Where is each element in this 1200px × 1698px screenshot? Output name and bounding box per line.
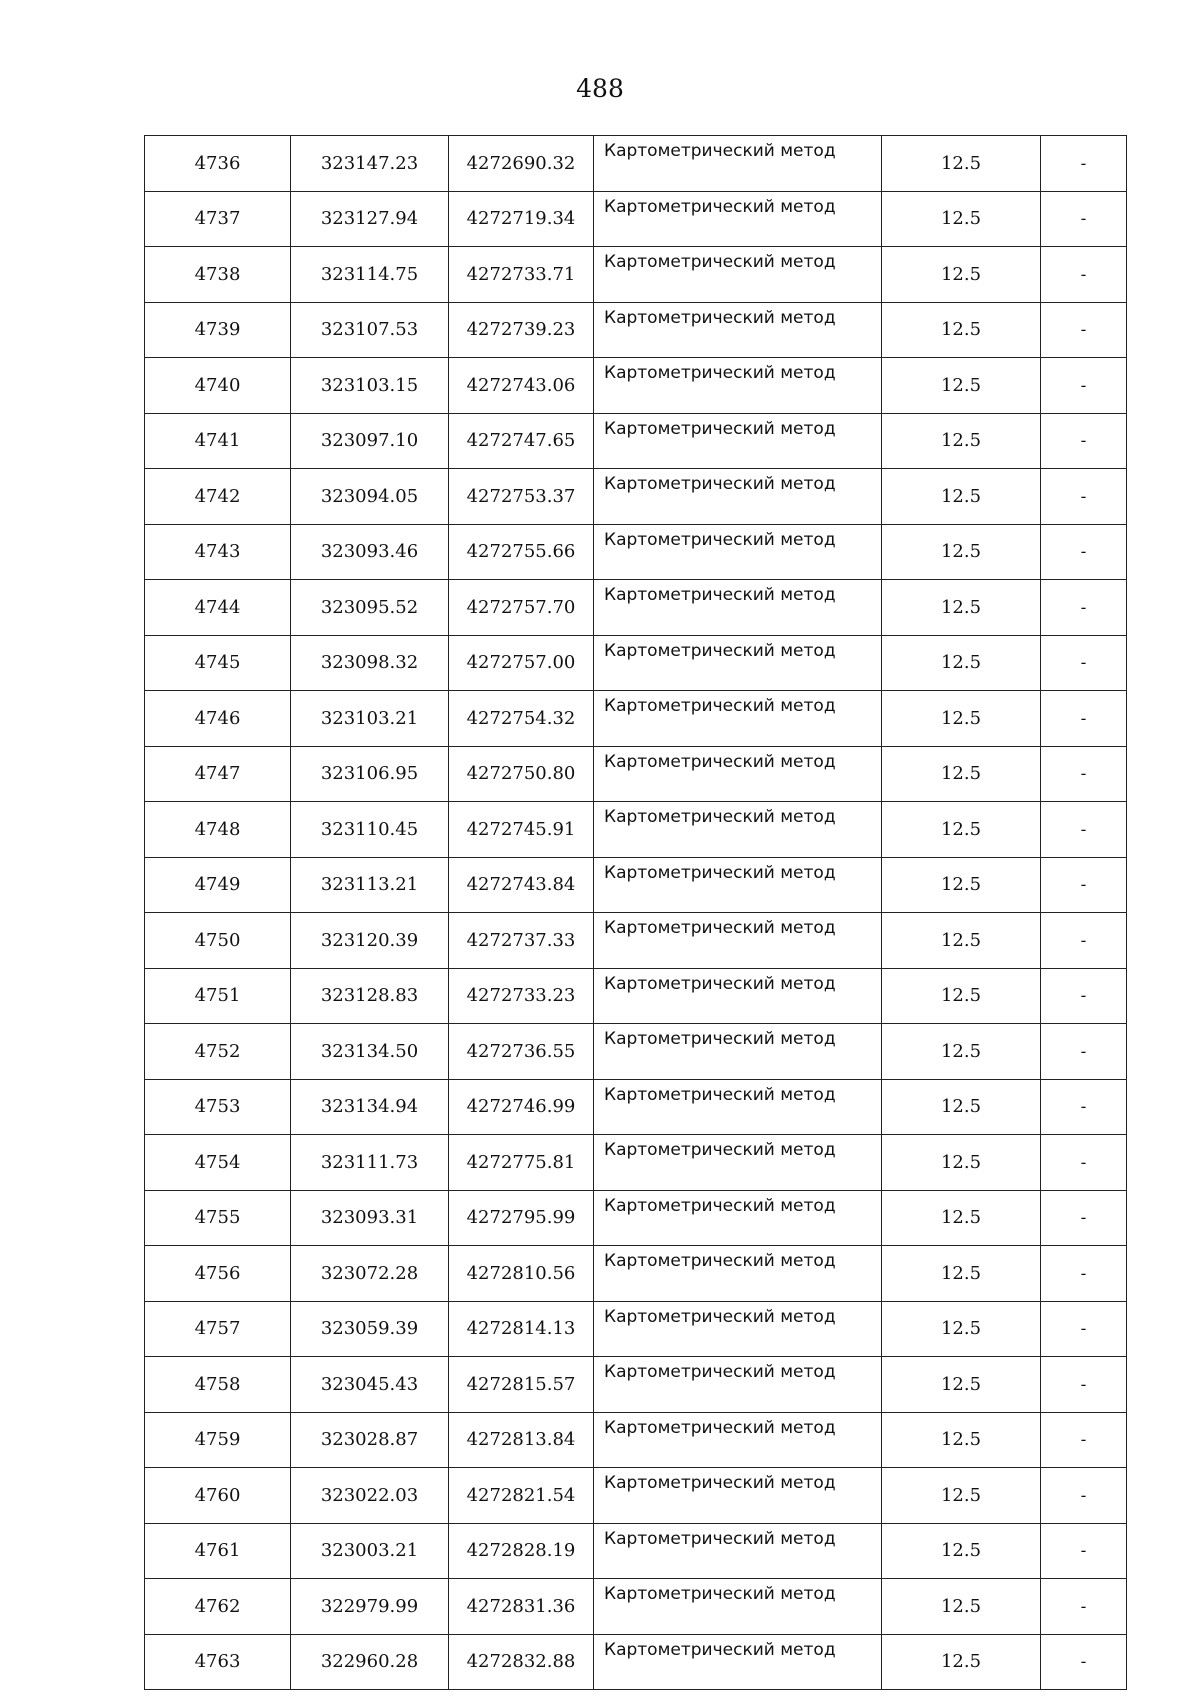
table-row [145,968,1127,1024]
table-row [145,746,1127,802]
point-number-cell: 4736 [145,136,291,192]
note-cell: - [1041,1246,1127,1302]
accuracy-cell: 12.5 [882,857,1041,913]
x-coordinate-cell: 323110.45 [291,802,449,858]
accuracy-cell: 12.5 [882,746,1041,802]
table-row [145,913,1127,969]
point-number-cell: 4742 [145,469,291,525]
accuracy-cell: 12.5 [882,580,1041,636]
point-number-cell: 4744 [145,580,291,636]
method-cell: Картометрический метод [594,1079,882,1135]
point-number-cell: 4738 [145,247,291,303]
point-number-cell: 4753 [145,1079,291,1135]
note-cell: - [1041,746,1127,802]
x-coordinate-cell: 323059.39 [291,1301,449,1357]
y-coordinate-cell: 4272746.99 [449,1079,594,1135]
note-cell: - [1041,1079,1127,1135]
y-coordinate-cell: 4272733.23 [449,968,594,1024]
note-cell: - [1041,302,1127,358]
method-cell: Картометрический метод [594,746,882,802]
table-row [145,691,1127,747]
x-coordinate-cell: 323103.15 [291,358,449,414]
point-number-cell: 4759 [145,1412,291,1468]
y-coordinate-cell: 4272828.19 [449,1523,594,1579]
table-row [145,802,1127,858]
accuracy-cell: 12.5 [882,247,1041,303]
note-cell: - [1041,1024,1127,1080]
table-row [145,1079,1127,1135]
accuracy-cell: 12.5 [882,1079,1041,1135]
accuracy-cell: 12.5 [882,968,1041,1024]
accuracy-cell: 12.5 [882,1579,1041,1635]
x-coordinate-cell: 323106.95 [291,746,449,802]
note-cell: - [1041,247,1127,303]
note-cell: - [1041,968,1127,1024]
method-cell: Картометрический метод [594,524,882,580]
y-coordinate-cell: 4272813.84 [449,1412,594,1468]
x-coordinate-cell: 323098.32 [291,635,449,691]
method-cell: Картометрический метод [594,968,882,1024]
table-row [145,358,1127,414]
note-cell: - [1041,1634,1127,1690]
table-row [145,1412,1127,1468]
table-row [145,1468,1127,1524]
point-number-cell: 4757 [145,1301,291,1357]
note-cell: - [1041,913,1127,969]
note-cell: - [1041,191,1127,247]
y-coordinate-cell: 4272832.88 [449,1634,594,1690]
accuracy-cell: 12.5 [882,1301,1041,1357]
point-number-cell: 4741 [145,413,291,469]
method-cell: Картометрический метод [594,136,882,192]
x-coordinate-cell: 323113.21 [291,857,449,913]
method-cell: Картометрический метод [594,1523,882,1579]
point-number-cell: 4756 [145,1246,291,1302]
point-number-cell: 4761 [145,1523,291,1579]
note-cell: - [1041,635,1127,691]
method-cell: Картометрический метод [594,1412,882,1468]
x-coordinate-cell: 323147.23 [291,136,449,192]
accuracy-cell: 12.5 [882,1412,1041,1468]
x-coordinate-cell: 323120.39 [291,913,449,969]
table-row [145,1246,1127,1302]
table-row [145,136,1127,192]
table-row [145,1634,1127,1690]
accuracy-cell: 12.5 [882,1523,1041,1579]
note-cell: - [1041,580,1127,636]
point-number-cell: 4752 [145,1024,291,1080]
y-coordinate-cell: 4272743.06 [449,358,594,414]
method-cell: Картометрический метод [594,1357,882,1413]
x-coordinate-cell: 323003.21 [291,1523,449,1579]
note-cell: - [1041,469,1127,525]
x-coordinate-cell: 323095.52 [291,580,449,636]
coordinates-table-body [145,136,1127,1690]
table-row [145,413,1127,469]
note-cell: - [1041,691,1127,747]
accuracy-cell: 12.5 [882,691,1041,747]
x-coordinate-cell: 323111.73 [291,1135,449,1191]
note-cell: - [1041,136,1127,192]
method-cell: Картометрический метод [594,469,882,525]
x-coordinate-cell: 323128.83 [291,968,449,1024]
x-coordinate-cell: 323134.94 [291,1079,449,1135]
method-cell: Картометрический метод [594,358,882,414]
y-coordinate-cell: 4272747.65 [449,413,594,469]
point-number-cell: 4763 [145,1634,291,1690]
x-coordinate-cell: 323045.43 [291,1357,449,1413]
y-coordinate-cell: 4272750.80 [449,746,594,802]
point-number-cell: 4745 [145,635,291,691]
note-cell: - [1041,857,1127,913]
accuracy-cell: 12.5 [882,191,1041,247]
y-coordinate-cell: 4272795.99 [449,1190,594,1246]
y-coordinate-cell: 4272733.71 [449,247,594,303]
accuracy-cell: 12.5 [882,469,1041,525]
note-cell: - [1041,1135,1127,1191]
y-coordinate-cell: 4272757.00 [449,635,594,691]
note-cell: - [1041,358,1127,414]
y-coordinate-cell: 4272745.91 [449,802,594,858]
accuracy-cell: 12.5 [882,1246,1041,1302]
y-coordinate-cell: 4272810.56 [449,1246,594,1302]
point-number-cell: 4758 [145,1357,291,1413]
x-coordinate-cell: 323093.46 [291,524,449,580]
x-coordinate-cell: 323114.75 [291,247,449,303]
table-row [145,1523,1127,1579]
accuracy-cell: 12.5 [882,1634,1041,1690]
y-coordinate-cell: 4272719.34 [449,191,594,247]
note-cell: - [1041,802,1127,858]
accuracy-cell: 12.5 [882,1468,1041,1524]
table-row [145,857,1127,913]
point-number-cell: 4737 [145,191,291,247]
point-number-cell: 4739 [145,302,291,358]
method-cell: Картометрический метод [594,302,882,358]
y-coordinate-cell: 4272815.57 [449,1357,594,1413]
point-number-cell: 4749 [145,857,291,913]
table-row [145,1190,1127,1246]
note-cell: - [1041,1357,1127,1413]
accuracy-cell: 12.5 [882,913,1041,969]
point-number-cell: 4760 [145,1468,291,1524]
note-cell: - [1041,524,1127,580]
y-coordinate-cell: 4272753.37 [449,469,594,525]
accuracy-cell: 12.5 [882,1024,1041,1080]
method-cell: Картометрический метод [594,857,882,913]
point-number-cell: 4747 [145,746,291,802]
accuracy-cell: 12.5 [882,1190,1041,1246]
y-coordinate-cell: 4272775.81 [449,1135,594,1191]
table-row [145,524,1127,580]
accuracy-cell: 12.5 [882,413,1041,469]
method-cell: Картометрический метод [594,1579,882,1635]
table-row [145,1135,1127,1191]
accuracy-cell: 12.5 [882,302,1041,358]
method-cell: Картометрический метод [594,413,882,469]
method-cell: Картометрический метод [594,580,882,636]
point-number-cell: 4743 [145,524,291,580]
table-row [145,1301,1127,1357]
note-cell: - [1041,1523,1127,1579]
x-coordinate-cell: 323097.10 [291,413,449,469]
y-coordinate-cell: 4272814.13 [449,1301,594,1357]
x-coordinate-cell: 323093.31 [291,1190,449,1246]
accuracy-cell: 12.5 [882,1357,1041,1413]
method-cell: Картометрический метод [594,191,882,247]
coordinates-table [144,135,1127,1690]
accuracy-cell: 12.5 [882,524,1041,580]
y-coordinate-cell: 4272743.84 [449,857,594,913]
point-number-cell: 4762 [145,1579,291,1635]
page-number: 488 [576,74,624,103]
y-coordinate-cell: 4272831.36 [449,1579,594,1635]
table-row [145,469,1127,525]
y-coordinate-cell: 4272739.23 [449,302,594,358]
x-coordinate-cell: 323103.21 [291,691,449,747]
method-cell: Картометрический метод [594,691,882,747]
y-coordinate-cell: 4272757.70 [449,580,594,636]
table-row [145,635,1127,691]
x-coordinate-cell: 322979.99 [291,1579,449,1635]
note-cell: - [1041,413,1127,469]
table-row [145,1357,1127,1413]
point-number-cell: 4748 [145,802,291,858]
table-row [145,302,1127,358]
point-number-cell: 4746 [145,691,291,747]
x-coordinate-cell: 323072.28 [291,1246,449,1302]
point-number-cell: 4750 [145,913,291,969]
x-coordinate-cell: 323094.05 [291,469,449,525]
point-number-cell: 4751 [145,968,291,1024]
accuracy-cell: 12.5 [882,802,1041,858]
y-coordinate-cell: 4272737.33 [449,913,594,969]
method-cell: Картометрический метод [594,635,882,691]
table-row [145,1024,1127,1080]
accuracy-cell: 12.5 [882,358,1041,414]
method-cell: Картометрический метод [594,1135,882,1191]
method-cell: Картометрический метод [594,247,882,303]
method-cell: Картометрический метод [594,913,882,969]
x-coordinate-cell: 322960.28 [291,1634,449,1690]
note-cell: - [1041,1301,1127,1357]
method-cell: Картометрический метод [594,1190,882,1246]
y-coordinate-cell: 4272755.66 [449,524,594,580]
method-cell: Картометрический метод [594,1024,882,1080]
method-cell: Картометрический метод [594,1468,882,1524]
x-coordinate-cell: 323107.53 [291,302,449,358]
table-row [145,191,1127,247]
x-coordinate-cell: 323127.94 [291,191,449,247]
y-coordinate-cell: 4272821.54 [449,1468,594,1524]
y-coordinate-cell: 4272736.55 [449,1024,594,1080]
table-row [145,580,1127,636]
note-cell: - [1041,1190,1127,1246]
point-number-cell: 4754 [145,1135,291,1191]
method-cell: Картометрический метод [594,1246,882,1302]
method-cell: Картометрический метод [594,1301,882,1357]
note-cell: - [1041,1468,1127,1524]
point-number-cell: 4755 [145,1190,291,1246]
x-coordinate-cell: 323028.87 [291,1412,449,1468]
accuracy-cell: 12.5 [882,136,1041,192]
y-coordinate-cell: 4272690.32 [449,136,594,192]
note-cell: - [1041,1579,1127,1635]
x-coordinate-cell: 323134.50 [291,1024,449,1080]
note-cell: - [1041,1412,1127,1468]
point-number-cell: 4740 [145,358,291,414]
method-cell: Картометрический метод [594,802,882,858]
accuracy-cell: 12.5 [882,1135,1041,1191]
table-row [145,247,1127,303]
method-cell: Картометрический метод [594,1634,882,1690]
x-coordinate-cell: 323022.03 [291,1468,449,1524]
table-row [145,1579,1127,1635]
accuracy-cell: 12.5 [882,635,1041,691]
y-coordinate-cell: 4272754.32 [449,691,594,747]
